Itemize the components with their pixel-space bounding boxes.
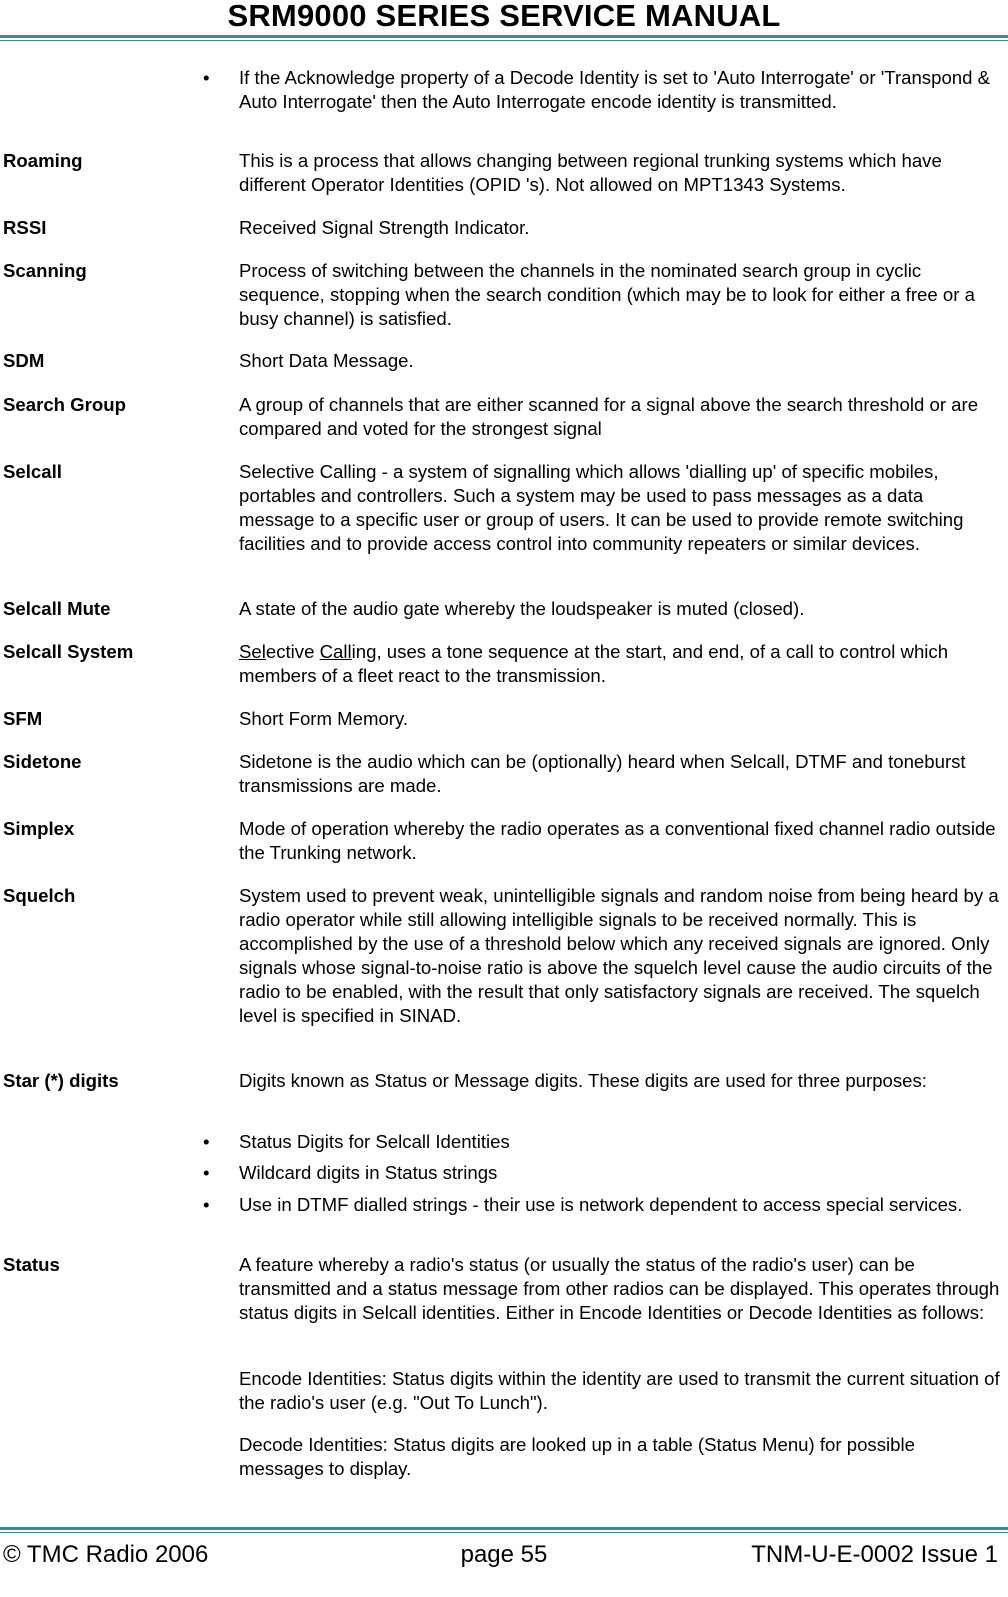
def-selcall-system-u2: Call: [319, 641, 352, 662]
term-search-group: Search Group: [3, 394, 126, 415]
star-bullet-1: Status Digits for Selcall Identities: [239, 1131, 510, 1152]
def-simplex: Mode of operation whereby the radio operates as a conventional fixed channel radio outside the Trunking network.: [239, 818, 996, 863]
term-sfm: SFM: [3, 708, 43, 729]
def-status-encode: Encode Identities: Status digits within the identity are used to transmit the current situation of the radio's user (e.g. "Out To Lunch").: [239, 1368, 1000, 1413]
bullet-glyph: •: [203, 1162, 210, 1183]
page-title: SRM9000 SERIES SERVICE MANUAL: [227, 0, 781, 33]
term-sidetone: Sidetone: [3, 751, 82, 772]
intro-bullet-text: If the Acknowledge property of a Decode Identity is set to 'Auto Interrogate' or 'Transpond & Auto Interrogate' then the Auto Interrogate encode identity is transmitted.: [239, 67, 991, 112]
footer-rule-thin: [0, 1532, 1008, 1533]
def-status: A feature whereby a radio's status (or usually the status of the radio's user) can be transmitted and a status message from other radios can be displayed. This operates through status digits in Selcall identities. Either in Encode Identities or Decode Identities as follows:: [239, 1254, 1000, 1323]
term-squelch: Squelch: [3, 885, 76, 906]
bullet-glyph: •: [203, 1131, 210, 1152]
star-bullet-3: Use in DTMF dialled strings - their use is network dependent to access special services.: [239, 1194, 963, 1215]
def-selcall-mute: A state of the audio gate whereby the loudspeaker is muted (closed).: [239, 598, 805, 619]
term-scanning: Scanning: [3, 260, 87, 281]
term-rssi: RSSI: [3, 217, 47, 238]
header-rule-thin: [0, 40, 1008, 41]
def-roaming: This is a process that allows changing between regional trunking systems which have different Operator Identities (OPID 's). Not allowed on MPT1343 Systems.: [239, 150, 942, 195]
def-search-group: A group of channels that are either scanned for a signal above the search threshold or are compared and voted for the strongest signal: [239, 394, 979, 439]
term-star-digits: Star (*) digits: [3, 1070, 119, 1091]
def-status-decode: Decode Identities: Status digits are looked up in a table (Status Menu) for possible messages to display.: [239, 1434, 915, 1479]
def-sdm: Short Data Message.: [239, 350, 414, 371]
def-selcall-system-p2: ing, uses a tone sequence at the start, and end, of a call to control which members of a fleet react to the transmission.: [239, 641, 949, 686]
term-selcall-system: Selcall System: [3, 641, 134, 662]
term-selcall-mute: Selcall Mute: [3, 598, 111, 619]
footer-page-number: page 55: [460, 1541, 548, 1568]
bullet-glyph: •: [203, 67, 210, 88]
term-roaming: Roaming: [3, 150, 83, 171]
def-selcall-system-u1: Sel: [239, 641, 266, 662]
def-selcall-system: [239, 640, 1001, 688]
footer-rule: [0, 1527, 1008, 1530]
header-rule: [0, 35, 1008, 38]
footer-doc-id: TNM-U-E-0002 Issue 1: [751, 1541, 998, 1568]
def-selcall: Selective Calling - a system of signalling which allows 'dialling up' of specific mobiles, portables and controllers. Such a system may be used to pass messages as a data message to a specific user or group of users. It can be used to provide remote switching facilities and to provide access control into community repeaters or similar devices.: [239, 461, 964, 554]
def-squelch: System used to prevent weak, unintelligible signals and random noise from being heard by a radio operator while still allowing intelligible signals to be received normally. This is accomplished by the use of a threshold below which any received signals are ignored. Only signals whose signal-to-noise ratio is above the squelch level cause the audio circuits of the radio to be enabled, with the result that only satisfactory signals are received. The squelch level is specified in SINAD.: [239, 885, 999, 1026]
def-rssi: Received Signal Strength Indicator.: [239, 217, 530, 238]
term-simplex: Simplex: [3, 818, 75, 839]
def-star-digits: Digits known as Status or Message digits. These digits are used for three purposes:: [239, 1070, 927, 1091]
def-sfm: Short Form Memory.: [239, 708, 409, 729]
term-sdm: SDM: [3, 350, 45, 371]
def-scanning: Process of switching between the channels in the nominated search group in cyclic sequence, stopping when the search condition (which may be to look for either a free or a busy channel) is satisfied.: [239, 260, 975, 329]
term-selcall: Selcall: [3, 461, 62, 482]
bullet-glyph: •: [203, 1194, 210, 1215]
star-bullet-2: Wildcard digits in Status strings: [239, 1162, 498, 1183]
def-sidetone: Sidetone is the audio which can be (optionally) heard when Selcall, DTMF and toneburst transmissions are made.: [239, 751, 966, 796]
term-status: Status: [3, 1254, 60, 1275]
footer-copyright: © TMC Radio 2006: [3, 1541, 209, 1568]
def-selcall-system-p1: ective: [265, 641, 320, 662]
